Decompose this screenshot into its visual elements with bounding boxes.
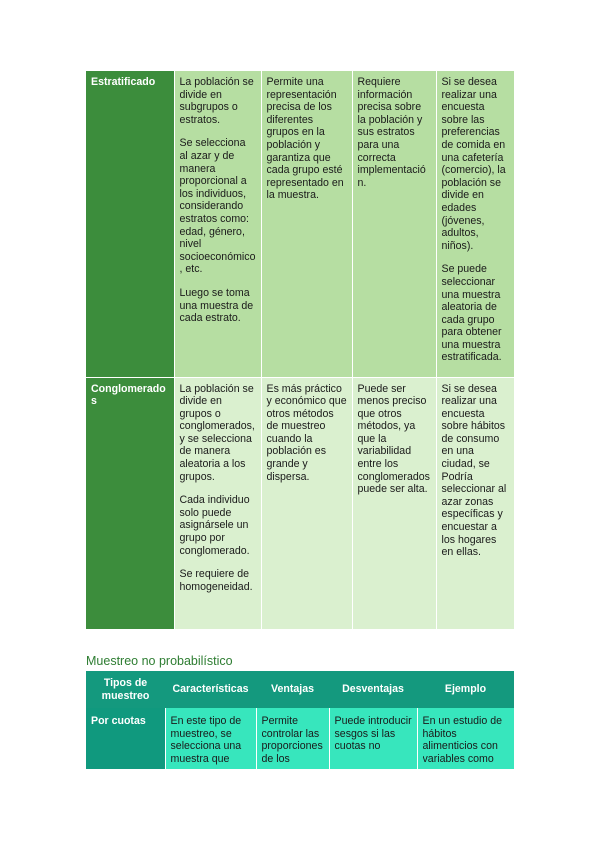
header-desventajas: Desventajas xyxy=(329,671,417,708)
header-caracteristicas: Características xyxy=(165,671,256,708)
characteristics-cell xyxy=(165,708,256,769)
characteristics-paragraph: Luego se toma una muestra de cada estrato. xyxy=(179,286,254,325)
characteristics-paragraph: Se requiere de homogeneidad. xyxy=(179,568,253,593)
disadvantages-text: Requiere información precisa sobre la población y sus estratos para una correcta implementación. xyxy=(357,76,426,189)
characteristics-paragraph: Se selecciona al azar y de manera proporcional a los individuos, considerando estratos como: edad, género, nivel socioeconómico, etc. xyxy=(179,137,256,276)
sampling-type-cell xyxy=(86,71,174,377)
advantages-text: Es más práctico y económico que otros métodos de muestreo cuando la población es grande y dispersa. xyxy=(266,382,347,483)
advantages-cell xyxy=(261,71,352,377)
characteristics-paragraph: Cada individuo solo puede asignársele un grupo por conglomerado. xyxy=(179,494,250,557)
example-cell xyxy=(417,708,514,769)
example-cell xyxy=(436,71,514,377)
disadvantages-cell xyxy=(352,71,436,377)
example-paragraph: Si se desea realizar una encuesta sobre las preferencias de comida en una cafetería (comercio), la población se divide en edades (jóvenes, adultos, niños). xyxy=(441,76,506,252)
example-paragraph: Se puede seleccionar una muestra aleatoria de cada grupo para obtener una muestra estratificada. xyxy=(441,263,502,364)
sampling-type-cell xyxy=(86,708,165,769)
disadvantages-cell xyxy=(352,377,436,629)
advantages-text: Permite una representación precisa de los diferentes grupos en la población y garantiza que cada grupo esté representado en la muestra. xyxy=(266,76,344,202)
disadvantages-cell xyxy=(329,708,417,769)
section-title: Muestreo no probabilístico xyxy=(86,654,233,668)
disadvantages-text: Puede introducir sesgos si las cuotas no xyxy=(334,715,412,753)
sampling-type-label: Por cuotas xyxy=(91,715,146,727)
characteristics-text: En este tipo de muestreo, se selecciona una muestra que xyxy=(170,715,242,765)
example-cell xyxy=(436,377,514,629)
header-tipos: Tipos de muestreo xyxy=(86,671,165,708)
sampling-type-label: Estratificado xyxy=(91,76,156,88)
table-row-por-cuotas xyxy=(86,708,514,769)
table-row-estratificado xyxy=(86,71,514,377)
sampling-type-label: Conglomerados xyxy=(91,382,166,408)
characteristics-cell xyxy=(174,377,261,629)
header-ventajas: Ventajas xyxy=(256,671,329,708)
example-text: En un estudio de hábitos alimenticios con variables como xyxy=(422,715,503,765)
table-row-conglomerados xyxy=(86,377,514,629)
nonprobabilistic-sampling-table xyxy=(86,671,515,769)
example-paragraph: Si se desea realizar una encuesta sobre hábitos de consumo en una ciudad, se Podría seleccionar al azar zonas específicas y encuestar a los hogares en ellas. xyxy=(441,382,507,559)
advantages-text: Permite controlar las proporciones de los xyxy=(261,715,323,765)
disadvantages-text: Puede ser menos preciso que otros métodos, ya que la variabilidad entre los conglomerados puede ser alta. xyxy=(357,382,430,496)
sampling-type-cell xyxy=(86,377,174,629)
characteristics-cell xyxy=(174,71,261,377)
characteristics-paragraph: La población se divide en subgrupos o estratos. xyxy=(179,76,254,126)
characteristics-paragraph: La población se divide en grupos o conglomerados, y se selecciona de manera aleatoria a los grupos. xyxy=(179,382,255,483)
advantages-cell xyxy=(261,377,352,629)
advantages-cell xyxy=(256,708,329,769)
header-ejemplo: Ejemplo xyxy=(417,671,514,708)
probabilistic-sampling-table xyxy=(86,71,515,630)
table-header-row xyxy=(86,671,514,708)
